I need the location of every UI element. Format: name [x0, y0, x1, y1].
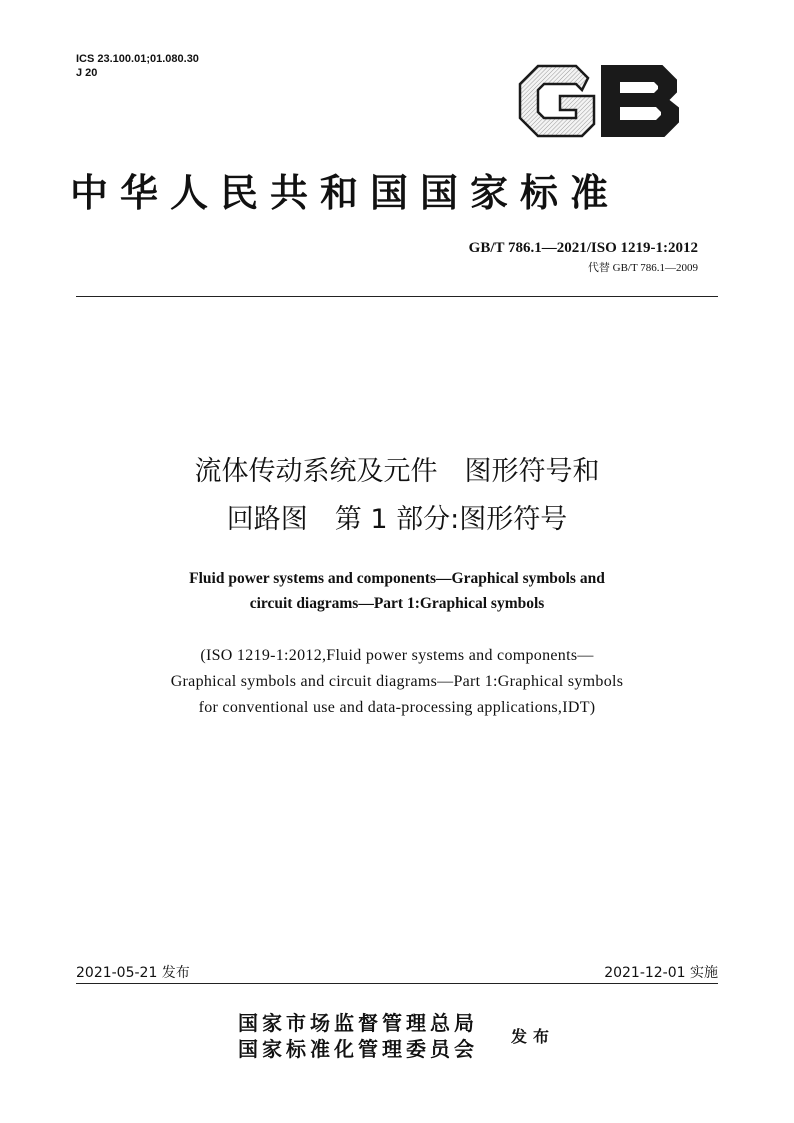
- issuer-sac: 国家标准化管理委员会: [238, 1037, 478, 1061]
- chinese-title-line-2: 回路图 第 1 部分:图形符号: [226, 504, 568, 535]
- national-standard-title: 中华人民共和国国家标准: [70, 170, 621, 215]
- iso-reference-line-1: (ISO 1219-1:2012,Fluid power systems and components—: [200, 647, 594, 664]
- ccs-code: J 20: [76, 67, 98, 79]
- english-title-line-2: circuit diagrams—Part 1:Graphical symbols: [249, 595, 545, 612]
- iso-reference: [0, 643, 794, 721]
- bottom-divider: [76, 983, 718, 984]
- chinese-title-line-1: 流体传动系统及元件 图形符号和: [194, 456, 600, 487]
- issuer-samr: 国家市场监督管理总局: [238, 1011, 478, 1035]
- english-title-line-1: Fluid power systems and components—Graphical symbols and: [189, 570, 605, 587]
- implementation-date: 2021-12-01 实施: [604, 965, 718, 981]
- publish-label: 发布: [511, 1027, 556, 1046]
- iso-reference-line-2: Graphical symbols and circuit diagrams—Part 1:Graphical symbols: [170, 673, 624, 690]
- gb-logo-icon: [516, 60, 682, 142]
- top-divider: [76, 296, 718, 297]
- replaced-standard: 代替 GB/T 786.1—2009: [587, 262, 698, 274]
- issuing-authorities: [238, 1010, 478, 1062]
- standard-number: GB/T 786.1—2021/ISO 1219-1:2012: [468, 240, 698, 256]
- chinese-title: [0, 448, 794, 544]
- issue-date: 2021-05-21 发布: [76, 965, 190, 981]
- ics-code: ICS 23.100.01;01.080.30: [76, 53, 199, 65]
- english-title: [0, 566, 794, 616]
- classification-codes: [76, 52, 199, 80]
- iso-reference-line-3: for conventional use and data-processing applications,IDT): [198, 699, 596, 716]
